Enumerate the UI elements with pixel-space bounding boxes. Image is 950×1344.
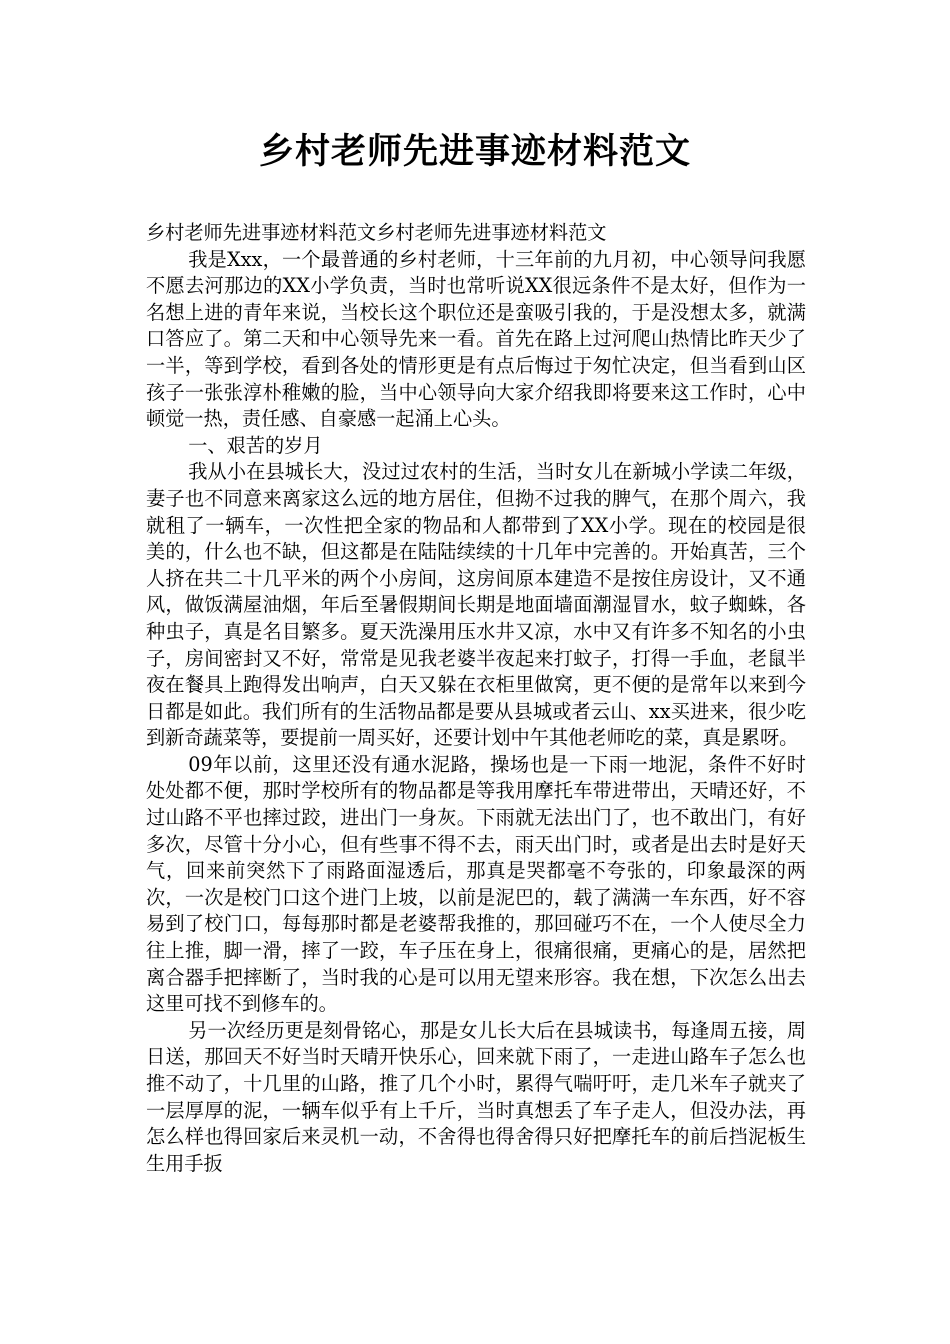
page-title: 乡村老师先进事迹材料范文 <box>258 131 691 172</box>
paragraph-hard-years: 我从小在县城长大，没过过农村的生活，当时女儿在新城小学读二年级，妻子也不同意来离家这么远的地方居住，但拗不过我的脾气，在那个周六，我就租了一辆车，一次性把全家的物品和人都带到了XX小学。现在的校园是很美的，什么也不缺，但这都是在陆陆续续的十几年中完善的。开始真苦，三个人挤在共二十几平米的两个小房间，这房间原本建造不是按住房设计，又不通风，做饭满屋油烟，年后至暑假期间长期是地面墙面潮湿冒水，蚊子蜘蛛，各种虫子，真是名目繁多。夏天洗澡用压水井又凉，水中又有许多不知名的小虫子，房间密封又不好，常常是见我老婆半夜起来打蚊子，打得一手血，老鼠半夜在餐具上跑得发出响声，白天又躲在衣柜里做窝，更不便的是常年以来到今日都是如此。我们所有的生活物品都是要从县城或者云山、xx买进来，很少吃到新奇蔬菜等，要提前一周买好，还要计划中午其他老师吃的菜，真是累呀。 <box>146 460 806 750</box>
paragraph-another-experience: 另一次经历更是刻骨铭心，那是女儿长大后在县城读书，每逢周五接，周日送，那回天不好当时天晴开快乐心，回来就下雨了，一走进山路车子怎么也推不动了，十几里的山路，推了几个小时，累得气喘吁吁，走几米车子就夹了一层厚厚的泥，一辆车似乎有上千斤，当时真想丢了车子走人，但没办法，再怎么样也得回家后来灵机一动，不舍得也得舍得只好把摩托车的前后挡泥板生生用手扳 <box>146 1018 806 1175</box>
subtitle-line: 乡村老师先进事迹材料范文乡村老师先进事迹材料范文 <box>146 221 607 244</box>
section-heading: 一、艰苦的岁月 <box>188 433 323 457</box>
paragraph-intro: 我是Xxx，一个最普通的乡村老师，十三年前的九月初，中心领导问我愿不愿去河那边的XX小学负责，当时也常听说XX很远条件不是太好，但作为一名想上进的青年来说，当校长这个职位还是蛮吸引我的，于是没想太多，就满口答应了。第二天和中心领导先来一看。首先在路上过河爬山热情比昨天少了一半，等到学校，看到各处的情形更是有点后悔过于匆忙决定，但当看到山区孩子一张张淳朴稚嫩的脸，当中心领导向大家介绍我即将要来这工作时，心中顿觉一热，责任感、自豪感一起涌上心头。 <box>146 247 806 431</box>
document-body <box>146 220 806 1177</box>
paragraph-road: 09年以前，这里还没有通水泥路，操场也是一下雨一地泥，条件不好时处处都不便，那时学校所有的物品都是等我用摩托车带进带出，天晴还好，不过山路不平也摔过跤，进出门一身灰。下雨就无法出门了，也不敢出门，有好多次，尽管十分小心，但有些事不得不去，雨天出门时，或者是出去时是好天气，回来前突然下了雨路面湿透后，那真是哭都毫不夸张的，印象最深的两次，一次是校门口这个进门上坡，以前是泥巴的，载了满满一车东西，好不容易到了校门口，每每那时都是老婆帮我推的，那回碰巧不在，一个人使尽全力往上推，脚一滑，摔了一跤，车子压在身上，很痛很痛，更痛心的是，居然把离合器手把摔断了，当时我的心是可以用无望来形容。我在想，下次怎么出去这里可找不到修车的。 <box>146 752 806 1016</box>
